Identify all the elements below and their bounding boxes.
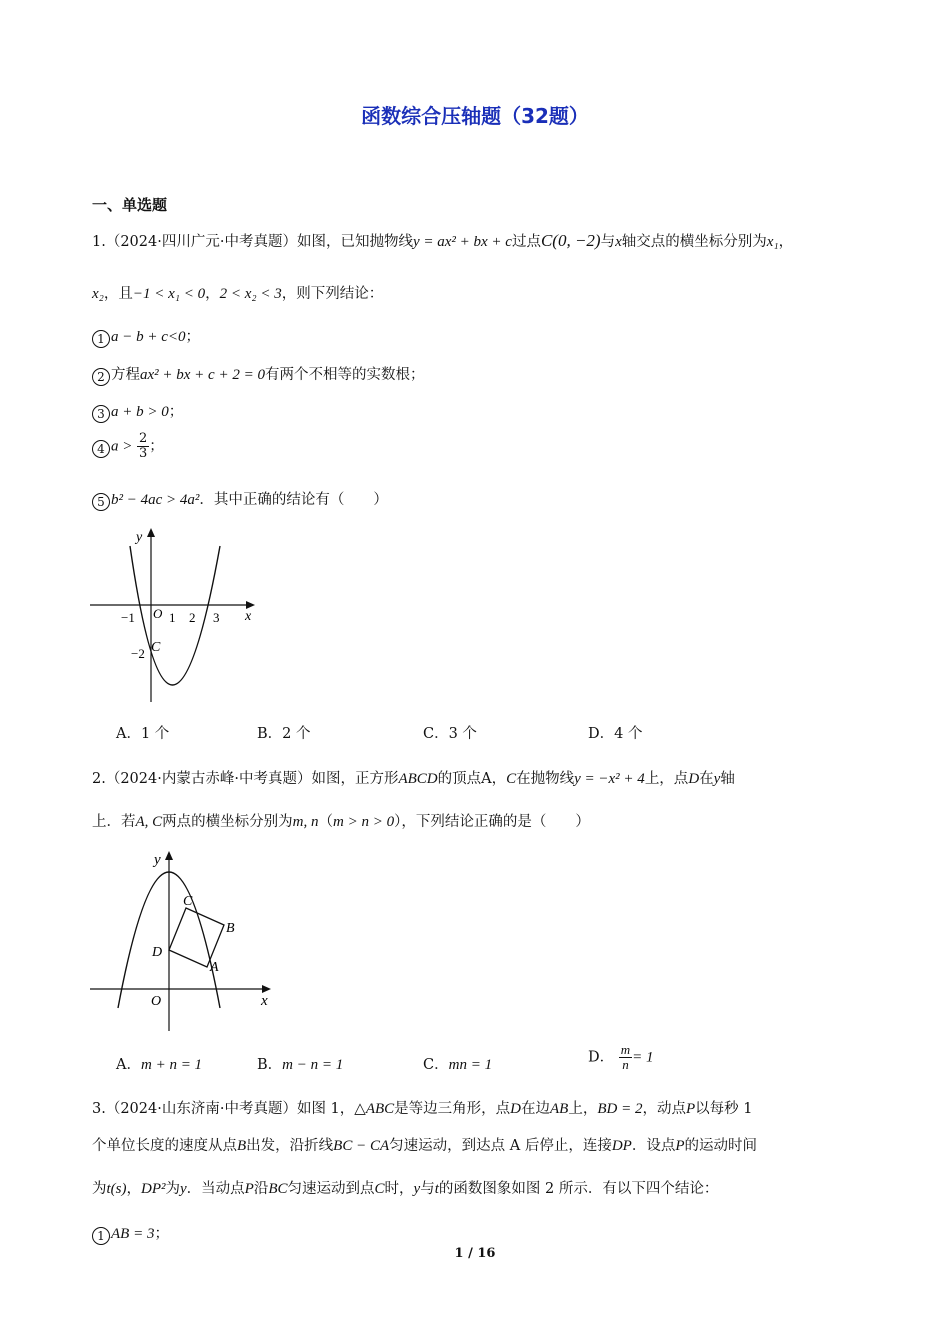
- y-label: y: [136, 530, 143, 545]
- square-abcd: [169, 908, 224, 967]
- q1-option-b[interactable]: B．2 个: [257, 726, 311, 742]
- q2-option-b[interactable]: B．m − n = 1: [257, 1057, 344, 1073]
- q1-statement-3: 3 a + b > 0；: [92, 400, 183, 423]
- q1-line1: 1.（2024·四川广元·中考真题）如图，已知抛物线y = ax² + bx + c过点C(0, −2)与x轴交点的横坐标分别为x₁，: [92, 231, 794, 250]
- q1-line2: x₂，且−1 < x₁ < 0，2 < x₂ < 3，则下列结论：: [92, 286, 384, 302]
- q1-option-d[interactable]: D．4 个: [588, 726, 643, 742]
- y-axis-arrow: [165, 851, 173, 860]
- point-c-label: C: [151, 640, 161, 655]
- fraction-2-3: $\frac{2}{3}$: [138, 431, 148, 461]
- q1-parabola-graph: [85, 522, 265, 707]
- q3-line2: 个单位长度的速度从点B出发，沿折线BC − CA匀速运动，到达点 A 后停止，连接DP．设点P的运动时间: [92, 1138, 758, 1154]
- origin-label: O: [151, 994, 162, 1009]
- tick-2: 2: [189, 610, 196, 625]
- origin-label: O: [153, 606, 163, 621]
- q1-statement-5: 5 b² − 4ac > 4a²．其中正确的结论有（ ）: [92, 488, 388, 511]
- x-axis-arrow: [262, 985, 271, 993]
- x-label: x: [261, 993, 268, 1009]
- q1-statement-2: 2 方程ax² + bx + c + 2 = 0有两个不相等的实数根；: [92, 363, 424, 386]
- point-b-label: B: [226, 921, 235, 936]
- point-a-label: A: [210, 960, 219, 975]
- page-title: 函数综合压轴题（32题）: [361, 104, 589, 128]
- q1-statement-1: 1 a − b + c<0；: [92, 325, 200, 348]
- q3-statement-1: 1 AB = 3；: [92, 1222, 169, 1245]
- point-d-label: D: [152, 945, 163, 960]
- tick-minus-1: −1: [121, 610, 135, 625]
- q2-square-parabola-graph: [85, 843, 280, 1038]
- q1-statement-4: 4 a > $\frac{2}{3}$ ；: [92, 432, 164, 461]
- q3-line1: 3.（2024·山东济南·中考真题）如图 1，△ABC是等边三角形，点D在边AB上，BD = 2，动点P以每秒 1: [92, 1101, 753, 1117]
- x-label: x: [245, 609, 252, 624]
- q2-option-d[interactable]: D． $\frac{m}{n}$ = 1: [588, 1042, 654, 1072]
- section-heading: 一、单选题: [92, 196, 168, 214]
- q2-option-a[interactable]: A．m + n = 1: [116, 1057, 203, 1073]
- fraction-m-n: $\frac{m}{n}$: [620, 1042, 631, 1072]
- q2-line2: 上．若A, C两点的横坐标分别为m, n（m > n > 0），下列结论正确的是（ ）: [92, 814, 590, 830]
- y-label: y: [154, 852, 161, 868]
- q1-option-c[interactable]: C．3 个: [423, 726, 477, 742]
- x-axis-arrow: [246, 601, 255, 609]
- y-axis-arrow: [147, 528, 155, 537]
- tick-3: 3: [213, 610, 220, 625]
- q2-line1: 2.（2024·内蒙古赤峰·中考真题）如图，正方形ABCD的顶点A，C在抛物线y = −x² + 4上，点D在y轴: [92, 771, 735, 787]
- q1-option-a[interactable]: A．1 个: [116, 726, 170, 742]
- tick-minus-2: −2: [131, 646, 145, 661]
- point-c-label: C: [183, 894, 193, 909]
- q3-line3: 为t(s)，DP²为y．当动点P沿BC匀速运动到点C时，y与t的函数图象如图 2 所示．有以下四个结论：: [92, 1181, 719, 1197]
- q2-option-c[interactable]: C．mn = 1: [423, 1057, 493, 1073]
- page-number: 1 / 16: [454, 1246, 496, 1261]
- tick-1: 1: [169, 610, 176, 625]
